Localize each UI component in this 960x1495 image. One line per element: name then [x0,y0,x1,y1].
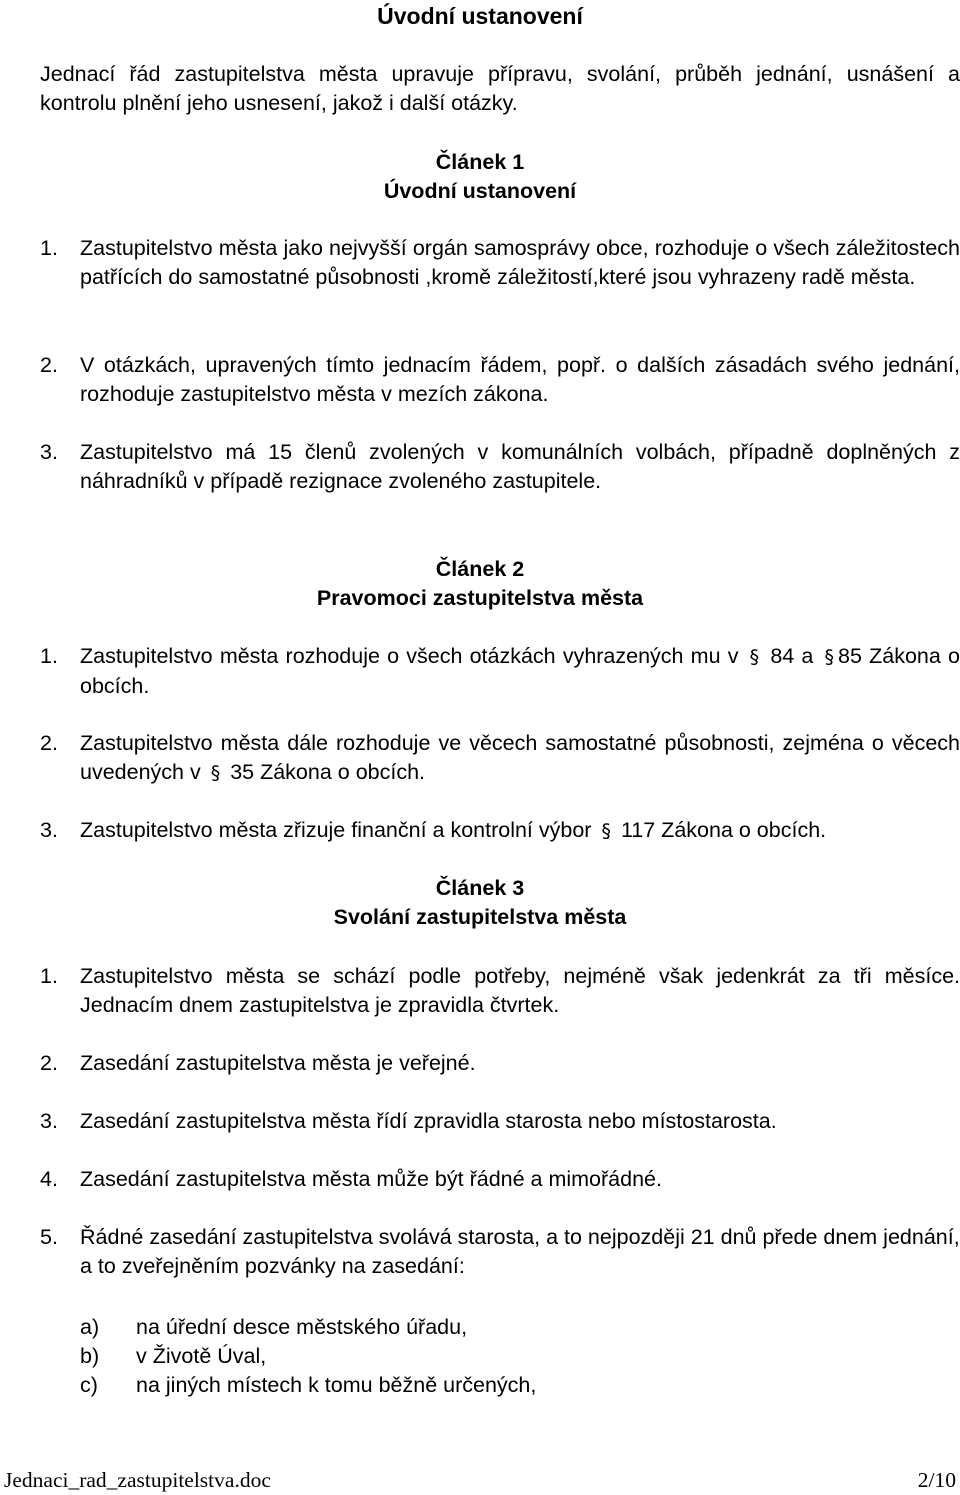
article-subtitle: Pravomoci zastupitelstva města [316,586,644,610]
item-text-part: 117 Zákona o obcích. [620,818,827,842]
article-number: Článek 2 [435,557,525,581]
article-3-item-1 [40,962,960,1020]
article-number: Článek 1 [435,150,525,174]
item-text-part: 84 a [770,644,814,668]
item-text: Zasedání zastupitelstva města řídí zpravidla starosta nebo místostarosta. [80,1109,777,1133]
article-2-item-1 [40,642,960,701]
article-2-item-2 [40,729,960,788]
subitem-text: na úřední desce městského úřadu, [136,1315,468,1339]
article-1-item-1 [40,234,960,292]
subitem-text: v Životě Úval, [136,1344,267,1368]
article-3-item-4 [40,1165,960,1194]
subitem-text: na jiných místech k tomu běžně určených, [136,1373,537,1397]
item-number: 2. [40,731,58,755]
item-text: Zastupitelstvo města jako nejvyšší orgán samosprávy obce, rozhoduje o všech záležitostech patřících do samostatné působnosti ,kromě záležitostí,které jsou vyhrazeny radě města. [80,236,960,289]
item-text-part: Zastupitelstvo města zřizuje finanční a kontrolní výbor [80,818,592,842]
item-number: 5. [40,1225,58,1249]
item-text: Řádné zasedání zastupitelstva svolává starosta, a to nejpozději 21 dnů přede dnem jednání, a to zveřejněním pozvánky na zasedání: [80,1225,960,1278]
item-number: 4. [40,1167,58,1191]
item-number: 3. [40,818,58,842]
subitem-b [80,1342,960,1371]
footer-page-number: 2/10 [917,1468,956,1492]
article-1-heading [0,148,960,206]
article-3-heading [0,874,960,932]
item-number: 3. [40,440,58,464]
section-symbol-icon: § [210,762,221,784]
section-symbol-icon: § [601,820,611,842]
item-text [80,729,960,788]
footer-filename: Jednaci_rad_zastupitelstva.doc [4,1468,271,1492]
subitem-letter: a) [80,1315,100,1339]
item-text-part: Zastupitelstvo města rozhoduje o všech otázkách vyhrazených mu v [80,644,739,668]
item-number: 2. [40,353,58,377]
article-3-item-5 [40,1223,960,1281]
article-number: Článek 3 [435,876,525,900]
article-2-item-3 [40,816,960,846]
article-1-item-2 [40,351,960,409]
item-text: Zastupitelstvo města se schází podle potřeby, nejméně však jedenkrát za tři měsíce. Jednacím dnem zastupitelstva je zpravidla čtvrtek. [80,964,960,1017]
item-text: Zastupitelstvo má 15 členů zvolených v komunálních volbách, případně doplněných z náhradníků v případě rezignace zvoleného zastupitele. [80,440,960,493]
article-3-item-2 [40,1049,960,1078]
item-text: Zasedání zastupitelstva města je veřejné. [80,1051,476,1075]
item-number: 2. [40,1051,58,1075]
article-2-heading [0,555,960,613]
article-subtitle: Úvodní ustanovení [383,179,577,203]
subitem-c [80,1371,960,1400]
section-symbol-icon: § [824,646,835,668]
intro-paragraph: Jednací řád zastupitelstva města upravuje přípravu, svolání, průběh jednání, usnášení a kontrolu plnění jeho usnesení, jakož i další otázky. [40,62,960,115]
subitem-letter: b) [80,1344,100,1368]
article-subtitle: Svolání zastupitelstva města [333,905,627,929]
intro-title: Úvodní ustanovení [377,3,583,29]
item-number: 3. [40,1109,58,1133]
subitem-letter: c) [80,1373,98,1397]
item-text-part: 85 Zákona o obcích. [80,644,960,698]
item-text: V otázkách, upravených tímto jednacím řádem, popř. o dalších zásadách svého jednání, rozhoduje zastupitelstvo města v mezích zákona. [80,353,960,406]
item-text [80,642,960,701]
subitem-a [80,1313,960,1342]
article-1-item-3 [40,438,960,496]
item-text [80,816,960,846]
article-3-item-3 [40,1107,960,1136]
item-text-part: 35 Zákona o obcích. [230,760,426,784]
page-footer [0,1466,960,1495]
item-number: 1. [40,964,58,988]
item-text: Zasedání zastupitelstva města může být řádné a mimořádné. [80,1167,662,1191]
item-number: 1. [40,236,58,260]
item-text-part: Zastupitelstvo města dále rozhoduje ve věcech samostatné působnosti, zejména o věcech uvedených v [80,731,960,784]
item-number: 1. [40,644,58,668]
section-symbol-icon: § [749,646,760,668]
